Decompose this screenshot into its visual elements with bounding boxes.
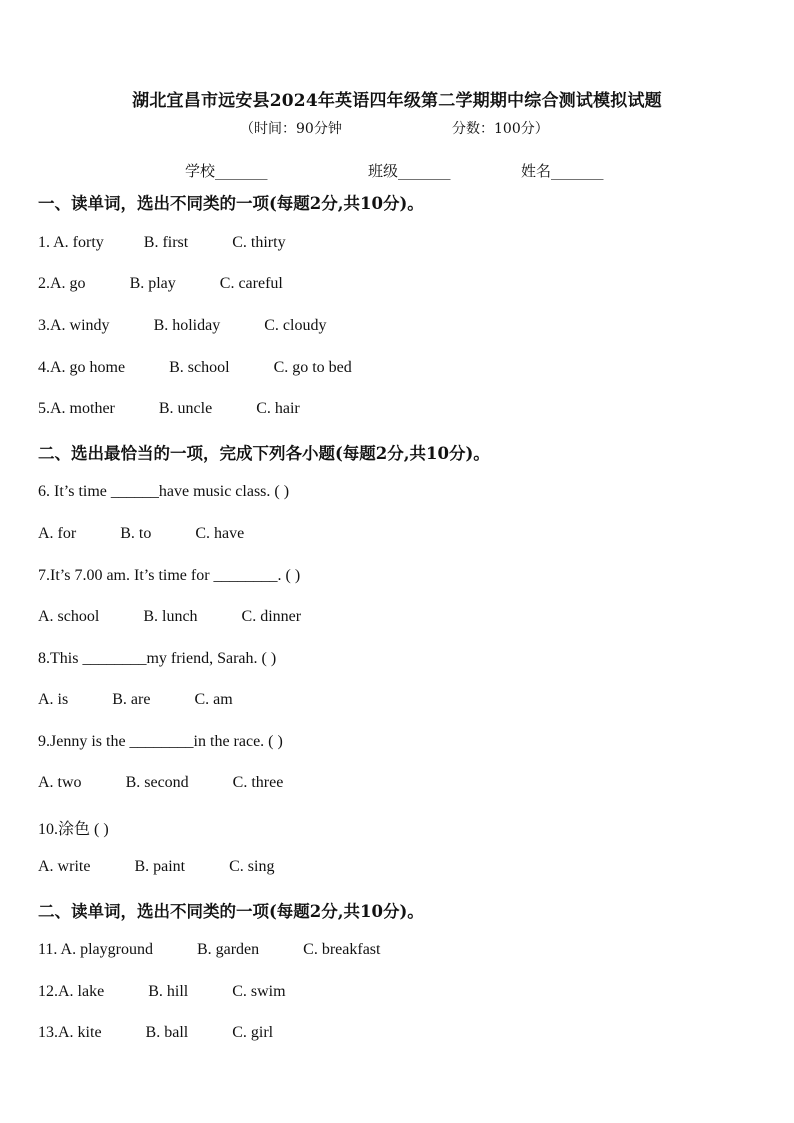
option: 11. A. playground bbox=[38, 941, 153, 958]
question-line bbox=[38, 774, 283, 792]
option: C. careful bbox=[219, 275, 283, 292]
option: C. thirty bbox=[232, 234, 286, 251]
option: B. lunch bbox=[143, 608, 198, 625]
option: C. am bbox=[194, 691, 233, 708]
option: B. play bbox=[129, 275, 176, 292]
question-line bbox=[38, 650, 276, 668]
question-stem: 8.This ________my friend, Sarah. ( ) bbox=[38, 650, 277, 667]
question-line bbox=[38, 983, 286, 1001]
question-stem: 10.涂色 ( ) bbox=[38, 821, 109, 838]
exam-time: （时间：90分钟 bbox=[240, 121, 342, 137]
option: B. to bbox=[120, 525, 152, 542]
question-line bbox=[38, 525, 244, 543]
class-field: 班级_______ bbox=[368, 162, 451, 180]
option: B. uncle bbox=[158, 400, 213, 417]
option: C. sing bbox=[229, 858, 275, 875]
option: B. second bbox=[125, 774, 189, 791]
option: 1. A. forty bbox=[38, 234, 104, 251]
option: B. ball bbox=[145, 1024, 189, 1041]
option: A. is bbox=[38, 691, 69, 708]
question-stem: 9.Jenny is the ________in the race. ( ) bbox=[38, 733, 283, 750]
option: B. paint bbox=[134, 858, 186, 875]
question-line bbox=[38, 359, 352, 377]
option: 2.A. go bbox=[38, 275, 86, 292]
option: B. school bbox=[169, 359, 230, 376]
school-field: 学校_______ bbox=[185, 162, 268, 180]
question-stem: 6. It’s time ______have music class. ( ) bbox=[38, 483, 290, 500]
question-line bbox=[38, 733, 283, 751]
option: C. go to bed bbox=[273, 359, 352, 376]
question-stem: 7.It’s 7.00 am. It’s time for ________. ( ) bbox=[38, 567, 301, 584]
option: C. dinner bbox=[241, 608, 302, 625]
question-line bbox=[38, 816, 109, 839]
option: B. first bbox=[143, 234, 189, 251]
option: C. cloudy bbox=[264, 317, 327, 334]
option: 5.A. mother bbox=[38, 400, 115, 417]
question-line bbox=[38, 941, 380, 959]
option: 13.A. kite bbox=[38, 1024, 102, 1041]
section-heading: 一、读单词，选出不同类的一项(每题2分,共10分)。 bbox=[38, 194, 424, 213]
question-line bbox=[38, 567, 300, 585]
option: C. swim bbox=[232, 983, 286, 1000]
option: C. have bbox=[195, 525, 245, 542]
question-line bbox=[38, 483, 289, 501]
question-line bbox=[38, 858, 274, 876]
question-line bbox=[38, 234, 286, 252]
option: B. hill bbox=[148, 983, 189, 1000]
exam-title: 湖北宜昌市远安县2024年英语四年级第二学期期中综合测试模拟试题 bbox=[132, 91, 662, 111]
option: A. two bbox=[38, 774, 82, 791]
section-heading: 二、读单词，选出不同类的一项(每题2分,共10分)。 bbox=[38, 902, 424, 921]
option: B. are bbox=[112, 691, 151, 708]
exam-score: 分数：100分） bbox=[452, 121, 549, 137]
option: B. holiday bbox=[153, 317, 221, 334]
section-heading: 二、选出最恰当的一项，完成下列各小题(每题2分,共10分)。 bbox=[38, 444, 490, 463]
option: A. write bbox=[38, 858, 91, 875]
option: A. for bbox=[38, 525, 77, 542]
question-line bbox=[38, 608, 301, 626]
question-line bbox=[38, 1024, 273, 1042]
option: A. school bbox=[38, 608, 100, 625]
question-line bbox=[38, 400, 300, 418]
option: 4.A. go home bbox=[38, 359, 126, 376]
name-field: 姓名_______ bbox=[521, 162, 604, 180]
option: 12.A. lake bbox=[38, 983, 105, 1000]
question-line bbox=[38, 691, 233, 709]
option: C. hair bbox=[256, 400, 300, 417]
option: 3.A. windy bbox=[38, 317, 110, 334]
option: B. garden bbox=[196, 941, 260, 958]
option: C. breakfast bbox=[303, 941, 381, 958]
option: C. girl bbox=[232, 1024, 274, 1041]
question-line bbox=[38, 317, 326, 335]
option: C. three bbox=[232, 774, 284, 791]
question-line bbox=[38, 275, 283, 293]
